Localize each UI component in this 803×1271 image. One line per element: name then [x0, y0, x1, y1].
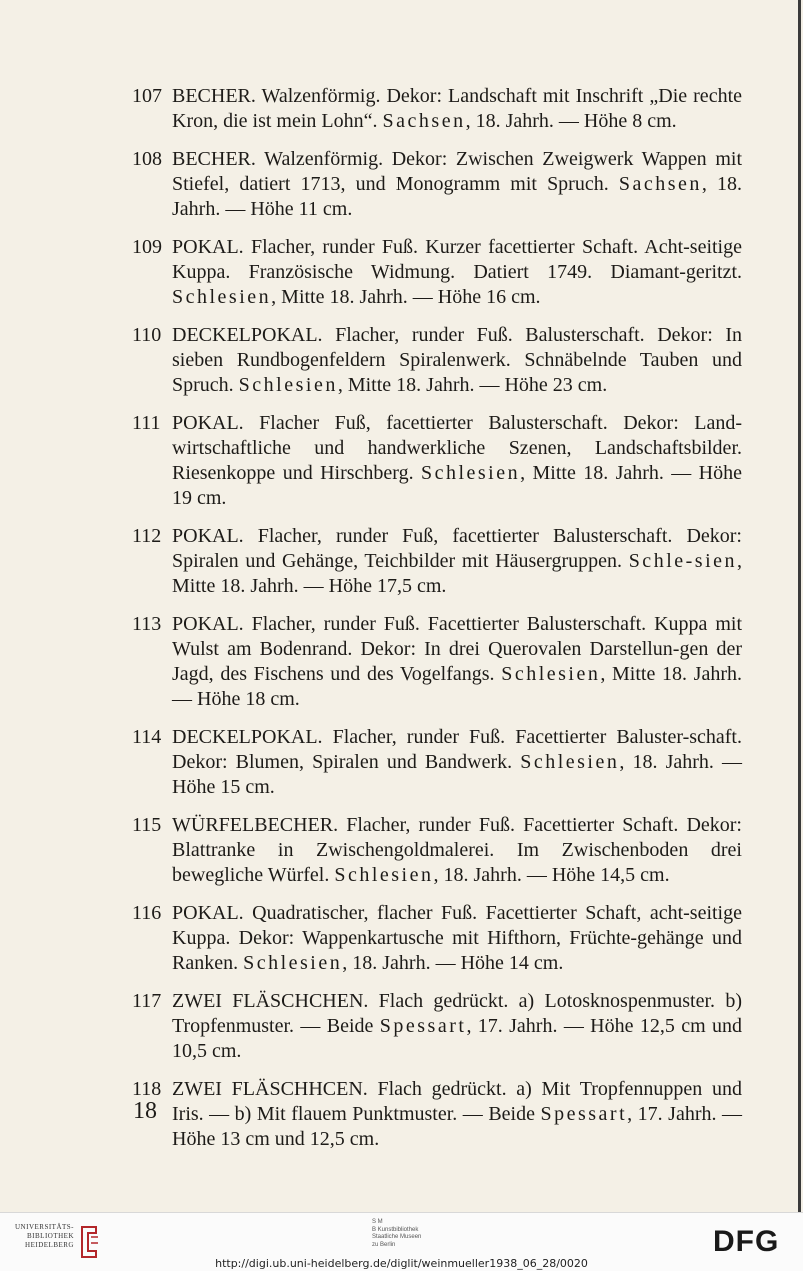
provenance-region: Schlesien	[334, 864, 434, 886]
university-library-name: UNIVERSITÄTS- BIBLIOTHEK HEIDELBERG	[15, 1223, 74, 1249]
catalog-entry	[132, 235, 742, 310]
entry-text: WÜRFELBECHER. Flacher, runder Fuß. Facettierter Schaft. Dekor: Blattranke in Zwischengoldmalerei. Im Zwischenboden drei bewegliche Würfel.	[172, 814, 742, 886]
entry-description	[172, 989, 742, 1064]
catalog-entry	[132, 323, 742, 398]
entry-description	[172, 411, 742, 511]
provenance-region: Sachsen	[618, 173, 702, 195]
entry-description	[172, 1077, 742, 1152]
entry-description	[172, 524, 742, 599]
digitization-footer	[0, 1212, 803, 1271]
catalog-entries	[132, 84, 742, 1165]
entry-text: , 18. Jahrh. — Höhe 8 cm.	[465, 110, 677, 132]
entry-text: POKAL. Flacher, runder Fuß. Kurzer facettierter Schaft. Acht-seitige Kuppa. Französische Widmung. Datiert 1749. Diamant-geritzt.	[172, 236, 742, 283]
entry-text: , Mitte 18. Jahrh. — Höhe 18 cm.	[172, 663, 742, 710]
entry-text: , 18. Jahrh. — Höhe 14 cm.	[342, 952, 564, 974]
entry-text: POKAL. Flacher, runder Fuß, facettierter Balusterschaft. Dekor: Spiralen und Gehänge, Teichbilder mit Häusergruppen.	[172, 525, 742, 572]
catalog-entry	[132, 411, 742, 511]
entry-number: 112	[132, 525, 162, 547]
entry-number: 111	[132, 412, 161, 434]
provenance-region: Sachsen	[382, 110, 466, 132]
entry-number: 108	[132, 148, 162, 170]
catalog-entry	[132, 147, 742, 222]
entry-text: , Mitte 18. Jahrh. — Höhe 16 cm.	[271, 286, 541, 308]
entry-description	[172, 323, 742, 398]
provenance-region: Spessart	[379, 1015, 467, 1037]
entry-text: POKAL. Quadratischer, flacher Fuß. Facettierter Schaft, acht-seitige Kuppa. Dekor: Wappenkartusche mit Hifthorn, Früchte-gehänge und Ranken.	[172, 902, 742, 974]
entry-text: , 17. Jahrh. — Höhe 12,5 cm und 10,5 cm.	[172, 1015, 742, 1062]
entry-text: POKAL. Flacher, runder Fuß. Facettierter Balusterschaft. Kuppa mit Wulst am Bodenrand. Dekor: In drei Querovalen Darstellun-gen der Jagd, des Fischens und des Vogelfangs.	[172, 613, 742, 685]
dfg-logo[interactable]: DFG	[713, 1225, 780, 1258]
entry-text: , Mitte 18. Jahrh. — Höhe 19 cm.	[172, 462, 742, 509]
entry-text: , 18. Jahrh. — Höhe 15 cm.	[172, 751, 742, 798]
entry-description	[172, 725, 742, 800]
catalog-entry	[132, 725, 742, 800]
entry-number: 115	[132, 814, 162, 836]
entry-number: 114	[132, 726, 162, 748]
entry-text: ZWEI FLÄSCHHCEN. Flach gedrückt. a) Mit Tropfennuppen und Iris. — b) Mit flauem Punktmuster. — Beide	[172, 1078, 742, 1125]
provenance-region: Schlesien	[420, 462, 521, 484]
provenance-region: Schlesien	[501, 663, 601, 685]
kunstbibliothek-logo: S M B Kunstbibliothek Staatliche Museen zu Berlin	[372, 1219, 422, 1248]
catalog-entry	[132, 813, 742, 888]
entry-text: POKAL. Flacher Fuß, facettierter Balusterschaft. Dekor: Land-wirtschaftliche und handwerkliche Szenen, Landschaftsbilder. Riesenkoppe und Hirschberg.	[172, 412, 742, 484]
catalog-entry	[132, 612, 742, 712]
entry-text: , 18. Jahrh. — Höhe 14,5 cm.	[433, 864, 670, 886]
catalog-entry	[132, 524, 742, 599]
entry-number: 107	[132, 85, 162, 107]
entry-text: , Mitte 18. Jahrh. — Höhe 23 cm.	[337, 374, 608, 396]
entry-text: , 18. Jahrh. — Höhe 11 cm.	[172, 173, 743, 220]
entry-description	[172, 235, 742, 310]
provenance-region: Spessart	[540, 1103, 628, 1125]
provenance-region: Schlesien	[520, 751, 620, 773]
entry-number: 113	[132, 613, 162, 635]
entry-text: DECKELPOKAL. Flacher, runder Fuß. Facettierter Baluster-schaft. Dekor: Blumen, Spiralen und Bandwerk.	[172, 726, 742, 773]
entry-text: ZWEI FLÄSCHCHEN. Flach gedrückt. a) Lotosknospenmuster. b) Tropfenmuster. — Beide	[172, 990, 742, 1037]
university-seal-icon	[78, 1225, 100, 1259]
entry-text: , Mitte 18. Jahrh. — Höhe 17,5 cm.	[172, 550, 742, 597]
entry-number: 116	[132, 902, 162, 924]
entry-text: DECKELPOKAL. Flacher, runder Fuß. Balusterschaft. Dekor: In sieben Rundbogenfeldern Spiralenwerk. Schnäbelnde Tauben und Spruch.	[172, 324, 742, 396]
entry-text: BECHER. Walzenförmig. Dekor: Landschaft mit Inschrift „Die rechte Kron, die ist mein Lohn“.	[172, 85, 742, 132]
source-url-link[interactable]: http://digi.ub.uni-heidelberg.de/diglit/weinmueller1938_06_28/0020	[215, 1257, 588, 1270]
entry-text: , 17. Jahrh. — Höhe 13 cm und 12,5 cm.	[172, 1103, 743, 1150]
university-library-logo[interactable]	[10, 1223, 110, 1259]
entry-number: 118	[132, 1078, 162, 1100]
entry-description	[172, 147, 742, 222]
provenance-region: Schlesien	[243, 952, 343, 974]
provenance-region: Schlesien	[172, 286, 272, 308]
entry-text: BECHER. Walzenförmig. Dekor: Zwischen Zweigwerk Wappen mit Stiefel, datiert 1713, und Monogramm mit Spruch.	[172, 148, 742, 195]
catalog-entry	[132, 84, 742, 134]
entry-number: 110	[132, 324, 162, 346]
entry-number: 109	[132, 236, 162, 258]
entry-number: 117	[132, 990, 162, 1012]
catalog-entry	[132, 989, 742, 1064]
page-number: 18	[133, 1098, 157, 1124]
provenance-region: Schle-sien	[628, 550, 737, 572]
entry-description	[172, 813, 742, 888]
entry-description	[172, 901, 742, 976]
catalog-entry	[132, 1077, 742, 1152]
catalog-entry	[132, 901, 742, 976]
entry-description	[172, 84, 742, 134]
provenance-region: Schlesien	[238, 374, 338, 396]
entry-description	[172, 612, 742, 712]
